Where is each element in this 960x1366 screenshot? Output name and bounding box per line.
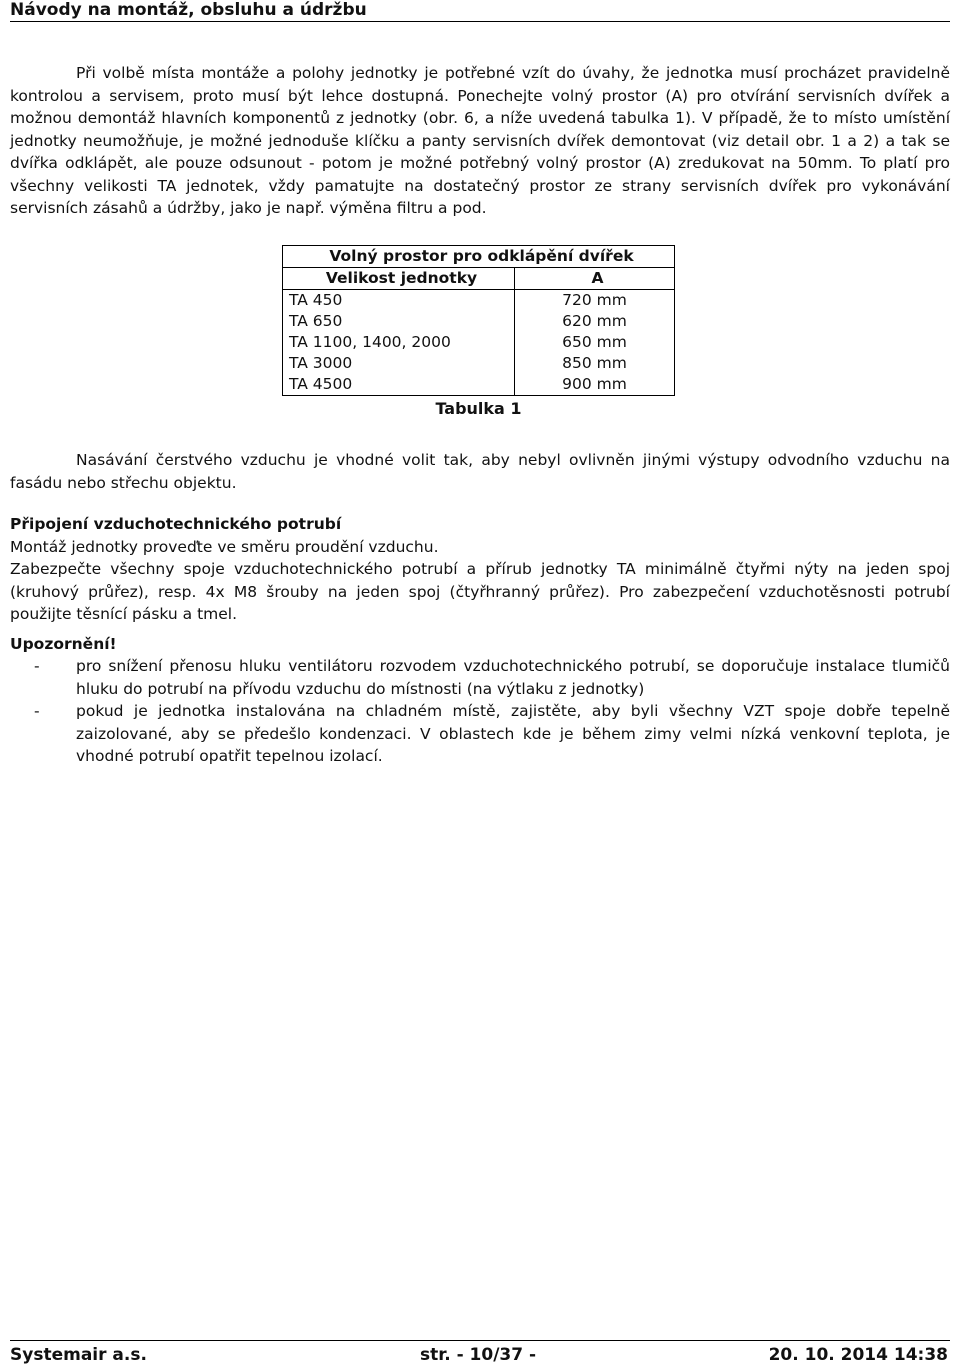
- list-item: [10, 700, 950, 768]
- paragraph-fresh-air: Nasávání čerstvého vzduchu je vhodné volit tak, aby nebyl ovlivněn jinými výstupy odvodního vzduchu na fasádu nebo střechu objektu.: [10, 451, 950, 492]
- table-cell-space: 850 mm: [515, 353, 675, 374]
- table-row: [283, 290, 675, 312]
- section-line-direction: Montáž jednotky proveďte ve směru proudění vzduchu.: [10, 538, 439, 556]
- list-item-text: pro snížení přenosu hluku ventilátoru rozvodem vzduchotechnického potrubí, se doporučuje instalace tlumičů hluku do potrubí na přívodu vzduchu do místnosti (na výtlaku z jednotky): [76, 657, 950, 698]
- table-row: [283, 332, 675, 353]
- table-row: [283, 311, 675, 332]
- table-cell-size: TA 650: [283, 311, 515, 332]
- table-header-size: Velikost jednotky: [283, 268, 515, 290]
- header-title: Návody na montáž, obsluhu a údržbu: [10, 0, 367, 20]
- table-cell-size: TA 1100, 1400, 2000: [283, 332, 515, 353]
- table-row: [283, 353, 675, 374]
- list-item-text: pokud je jednotka instalována na chladném místě, zajistěte, aby byli všechny VZT spoje dobře tepelně zaizolované, aby se předešlo kondenzaci. V oblastech kde je během zimy velmi nízká venkovní teplota, je vhodné potrubí opatřit tepelnou izolací.: [76, 702, 950, 765]
- warning-title: Upozornění!: [10, 635, 117, 653]
- section-line-joints: Zabezpečte všechny spoje vzduchotechnického potrubí a přírub jednotky TA minimálně čtyřmi nýty na jeden spoj (kruhový průřez), resp. 4x M8 šrouby na jeden spoj (čtyřhranný průřez). Pro zabezpečení vzduchotěsnosti potrubí použijte těsnící pásku a tmel.: [10, 560, 950, 623]
- table-cell-space: 650 mm: [515, 332, 675, 353]
- table-cell-space: 620 mm: [515, 311, 675, 332]
- list-item: [10, 655, 950, 700]
- table-cell-space: 900 mm: [515, 374, 675, 396]
- table-caption-row: [283, 246, 675, 268]
- table-header-row: [283, 268, 675, 290]
- page-header: [10, 0, 950, 22]
- table-caption: Volný prostor pro odklápění dvířek: [283, 246, 675, 268]
- paragraph-access-space: Při volbě místa montáže a polohy jednotky je potřebné vzít do úvahy, že jednotka musí procházet pravidelně kontrolou a servisem, proto musí být lehce dostupná. Ponechejte volný prostor (A) pro otvírání servisních dvířek a možnou demontáž hlavních komponentů z jednotky (obr. 6, a níže uvedená tabulka 1). V případě, že to místo umístění jednotky neumožňuje, je možné jednoduše klíčku a panty servisních dvířek demontovat (viz detail obr. 1 a 2) a tak se dvířka odklápět, ale pouze odsunout - potom je možné potřebný volný prostor (A) zredukovat na 50mm. To platí pro všechny velikosti TA jednotek, vždy pamatujte na dostatečný prostor ze strany servisních dvířek pro vykonávání servisních zásahů a údržby, jako je např. výměna filtru a pod.: [10, 64, 950, 217]
- space-table: [282, 245, 675, 396]
- table-cell-space: 720 mm: [515, 290, 675, 312]
- space-table-block: [282, 245, 675, 420]
- page-footer: [10, 1340, 950, 1366]
- table-cell-size: TA 4500: [283, 374, 515, 396]
- footer-company: Systemair a.s.: [10, 1345, 147, 1365]
- dash-bullet: -: [34, 657, 40, 675]
- dash-bullet: -: [34, 702, 40, 720]
- table-row: [283, 374, 675, 396]
- section-title: Připojení vzduchotechnického potrubí: [10, 515, 342, 533]
- table-label: Tabulka 1: [435, 399, 522, 418]
- table-cell-size: TA 3000: [283, 353, 515, 374]
- table-cell-size: TA 450: [283, 290, 515, 312]
- table-header-a: A: [515, 268, 675, 290]
- warning-list: [10, 655, 950, 768]
- footer-date: 20. 10. 2014 14:38: [768, 1345, 948, 1365]
- footer-page-number: str. - 10/37 -: [420, 1345, 537, 1365]
